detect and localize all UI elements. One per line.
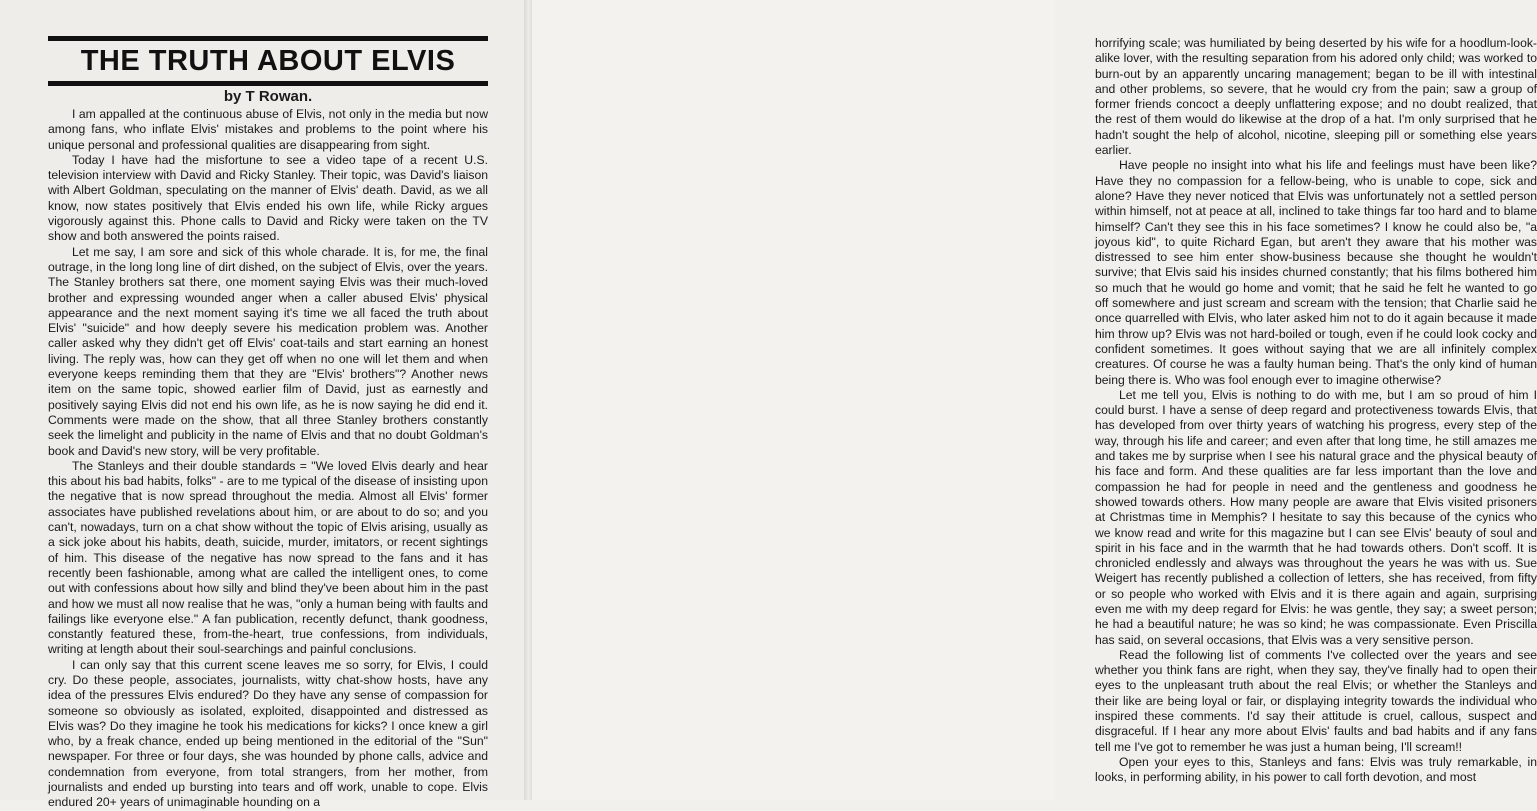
title-rule-bottom	[48, 81, 488, 86]
paragraph: Read the following list of comments I've collected over the years and see whether you think fans are right, when they say, they've finally had to open their eyes to the unpleasant truth about the real Elvis; or whether the Stanleys and their like are being loyal or fair, or displaying integrity towards the individual who inspired these comments. I'd say their attitude is cruel, callous, suspect and disgraceful. If I hear any more about Elvis' faults and bad habits and if any fans tell me I've got to remember he was just a human being, I'll scream!!	[1095, 647, 1537, 754]
paragraph-continuation: horrifying scale; was humiliated by being deserted by his wife for a hoodlum-look-alike lover, with the resulting separation from his adored only child; was worked to burn-out by an apparently uncaring management; began to be ill with intestinal and other problems, so severe, that he would cry from the pain; saw a group of former friends concoct a deeply unflattering expose; and no doubt realized, that the rest of them would do likewise at the drop of a hat. I'm only surprised that he hadn't sought the help of alcohol, nicotine, sleeping pill or something else years earlier.	[1095, 36, 1537, 158]
paragraph: Have people no insight into what his life and feelings must have been like? Have they no compassion for a fellow-being, who is unable to cope, sick and alone? Have they never noticed that Elvis was unfortunately not a settled person within himself, not at peace at all, inclined to take things far too hard and to blame himself? Can't they see this in his face sometimes? I know he could also be, "a joyous kid", to quite Richard Egan, but aren't they aware that his mother was distressed to see him enter show-business because she thought he wouldn't survive; that Elvis said his insides churned constantly; that his films bothered him so much that he would go home and vomit; that he said he felt he wanted to go off somewhere and just scream and scream with the tension; that Charlie said he once quarrelled with Elvis, who later asked him not to do it again because it made him throw up? Elvis was not hard-boiled or tough, even if he could look cocky and confident sometimes. It goes without saying that we are all infinitely complex creatures. Of course he was a faulty human being. That's the only kind of human being there is. Who was fool enough ever to imagine otherwise?	[1095, 158, 1537, 387]
page-gutter	[524, 0, 532, 800]
right-column	[1095, 36, 1537, 786]
paragraph: Let me tell you, Elvis is nothing to do with me, but I am so proud of him I could burst. I have a sense of deep regard and protectiveness towards Elvis, that has developed from over thirty years of watching his progress, every step of the way, through his life and career; and even after that long time, he still amazes me and takes me by surprise when I see his natural grace and the physical beauty of his face and form. And these qualities are far less important than the love and compassion he had for people in need and the gentleness and goodness he showed towards others. How many people are aware that Elvis visited prisoners at Christmas time in Memphis? I hesitate to say this because of the cynics who we know read and write for this magazine but I can see Elvis' beauty of soul and spirit in his face and in the warmth that he had towards others. Don't scoff. It is chronicled endlessly and always was throughout the years he was with us. Sue Weigert has recently published a collection of letters, she has received, from fifty or so people who worked with Elvis and it is there again and again, surprising even me with my deep regard for Elvis: he was gentle, they say; a sweet person; he had a beautiful nature; he was so kind; he was compassionate. Even Priscilla has said, on several occasions, that Elvis was a very sensitive person.	[1095, 387, 1537, 647]
paragraph: Today I have had the misfortune to see a video tape of a recent U.S. television interview with David and Ricky Stanley. Their topic, was David's liaison with Albert Goldman, speculating on the manner of Elvis' death. David, as we all know, now states positively that Elvis ended his own life, while Ricky argues vigorously against this. Phone calls to David and Ricky were taken on the TV show and both answered the points raised.	[48, 152, 488, 244]
right-page	[528, 0, 1537, 800]
left-column	[48, 107, 488, 811]
article-title: THE TRUTH ABOUT ELVIS	[80, 45, 456, 77]
paragraph: I am appalled at the continuous abuse of Elvis, not only in the media but now among fans, who inflate Elvis' mistakes and problems to the point where his unique personal and professional qualities are disappearing from sight.	[48, 107, 488, 152]
paragraph: Open your eyes to this, Stanleys and fans: Elvis was truly remarkable, in looks, in performing ability, in his power to call forth devotion, and most	[1095, 754, 1537, 785]
paragraph: I can only say that this current scene leaves me so sorry, for Elvis, I could cry. Do these people, associates, journalists, witty chat-show hosts, have any idea of the pressures Elvis endured? Do they have any sense of compassion for someone so obviously as isolated, exploited, disappointed and distressed as Elvis was? Do they imagine he took his medications for kicks? I once knew a girl who, by a freak chance, ended up being mentioned in the editorial of the "Sun" newspaper. For three or four days, she was hounded by phone calls, advice and condemnation from everyone, from total strangers, from her mother, from journalists and ended up bursting into tears and off work, unable to cope. Elvis endured 20+ years of unimaginable hounding on a	[48, 657, 488, 810]
title-rule-top	[48, 36, 488, 41]
article-byline: by T Rowan.	[223, 88, 313, 105]
title-block	[48, 36, 488, 86]
left-page	[0, 0, 528, 810]
paragraph: The Stanleys and their double standards = "We loved Elvis dearly and hear this about his bad habits, folks" - are to me typical of the disease of insisting upon the negative that is now spread throughout the media. Almost all Elvis' former associates have published revelations about him, or are about to do so; and you can't, nowadays, turn on a chat show without the topic of Elvis arising, usually as a sick joke about his habits, death, suicide, murder, imitators, or recent sightings of him. This disease of the negative has now spread to the fans and it has recently been fashionable, among what are called the intelligent ones, to come out with confessions about how silly and blind they've been about him in the past and how we must all now realise that he was, "only a human being with faults and failings like everyone else." A fan publication, recently defunct, thank goodness, constantly featured these, from-the-heart, true confessions, from individuals, writing at length about their soul-searchings and painful conclusions.	[48, 458, 488, 657]
paragraph: Let me say, I am sore and sick of this whole charade. It is, for me, the final outrage, in the long long line of dirt dished, on the subject of Elvis, over the years. The Stanley brothers sat there, one moment saying Elvis was their much-loved brother and expressing wounded anger when a caller abused Elvis' physical appearance and the next moment saying it's time we all faced the truth about Elvis' "suicide" and how deeply severe his medication problem was. Another caller asked why they didn't get off Elvis' coat-tails and start earning an honest living. The reply was, how can they get off when no one will let them and when everyone keeps reminding them that they are "Elvis' brothers"? Another news item on the same topic, showed earlier film of David, just as earnestly and positively saying Elvis did not end his own life, as he is now saying he did end it. Comments were made on the show, that all three Stanley brothers constantly seek the limelight and publicity in the name of Elvis and that no doubt Goldman's book and David's new story, will be very profitable.	[48, 244, 488, 458]
